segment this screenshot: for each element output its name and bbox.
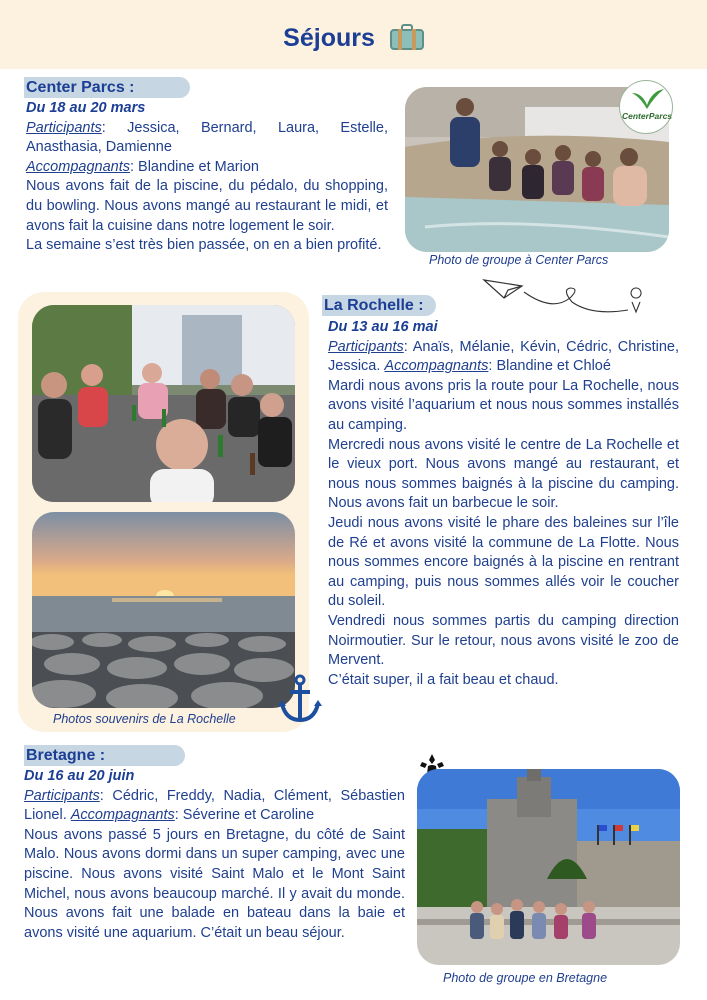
- suitcase-icon: [390, 24, 424, 50]
- center-parcs-paragraph: Nous avons fait de la piscine, du pédalo, du shopping, du bowling. Nous avons mangé au restaurant le midi, et avons fait la cuisine dans notre logement le soir.: [26, 178, 388, 234]
- bretagne-group-photo: [417, 769, 680, 965]
- page-title-text: Séjours: [283, 24, 375, 52]
- la-rochelle-caption: Photos souvenirs de La Rochelle: [53, 712, 236, 726]
- la-rochelle-paragraph: Mardi nous avons pris la route pour La Rochelle, nous avons visité l’aquarium et nous nous sommes installés au camping.: [328, 377, 679, 433]
- bretagne-caption: Photo de groupe en Bretagne: [443, 971, 608, 985]
- center-parcs-participants: Participants: Jessica, Bernard, Laura, Estelle, Anasthasia, Damienne: [26, 119, 388, 156]
- paper-plane-icon: [482, 276, 646, 322]
- bretagne-paragraph: Nous avons passé 5 jours en Bretagne, du côté de Saint Malo. Nous avons dormi dans un super camping, avec une piscine. Nous avons visité Saint Malo et le Mont Saint Michel, nous avons beaucoup marché. Il y avait du monde. Nous avons fait une balade en bateau dans la baie et avons visité une aquarium. C’était un beau séjour.: [24, 826, 405, 941]
- la-rochelle-participants: Participants: Anaïs, Mélanie, Kévin, Cédric, Christine, Jessica. Accompagnants: Blandine et Chloé: [328, 338, 679, 375]
- la-rochelle-paragraph: Jeudi nous avons visité le phare des baleines sur l’île de Ré et avons visité la commune de La Flotte. Nous nous sommes encore baignés à la piscine en rentrant au camping, puis nous sommes allés voir le coucher du soleil.: [328, 514, 679, 610]
- bretagne-dates: Du 16 au 20 juin: [24, 768, 135, 784]
- center-parcs-paragraph: La semaine s’est très bien passée, on en a bien profité.: [26, 237, 382, 254]
- la-rochelle-text: [328, 318, 679, 690]
- la-rochelle-dates: Du 13 au 16 mai: [328, 319, 438, 335]
- center-parcs-logo: [619, 80, 673, 134]
- center-parcs-logo-text: CenterParcs: [621, 111, 673, 121]
- center-parcs-caption: Photo de groupe à Center Parcs: [429, 253, 609, 267]
- page-title: [0, 24, 707, 53]
- la-rochelle-paragraph: C’était super, il a fait beau et chaud.: [328, 671, 559, 688]
- center-parcs-text: [26, 99, 388, 256]
- bretagne-participants: Participants: Cédric, Freddy, Nadia, Clément, Sébastien Lionel. Accompagnants: Séverine et Caroline: [24, 787, 405, 824]
- la-rochelle-paragraph: Mercredi nous avons visité le centre de La Rochelle et le vieux port. Nous avons mangé au restaurant, et nous nous sommes baignés à la piscine du camping. Nous avons fait un barbecue le soir.: [328, 436, 679, 512]
- anchor-icon: [276, 674, 324, 724]
- bretagne-text: [24, 767, 405, 943]
- la-rochelle-paragraph: Vendredi nous sommes partis du camping direction Noirmoutier. Sur le retour, nous avons visité le zoo de Mervent.: [328, 612, 679, 669]
- la-rochelle-group-photo: [32, 305, 295, 502]
- leaf-icon: [620, 81, 674, 115]
- center-parcs-accompagnants: Accompagnants: Blandine et Marion: [26, 158, 259, 175]
- section-label-la-rochelle: La Rochelle :: [322, 295, 436, 316]
- center-parcs-dates: Du 18 au 20 mars: [26, 100, 146, 116]
- section-label-center-parcs: Center Parcs :: [24, 77, 190, 98]
- la-rochelle-sunset-photo: [32, 512, 295, 708]
- section-label-bretagne: Bretagne :: [24, 745, 185, 766]
